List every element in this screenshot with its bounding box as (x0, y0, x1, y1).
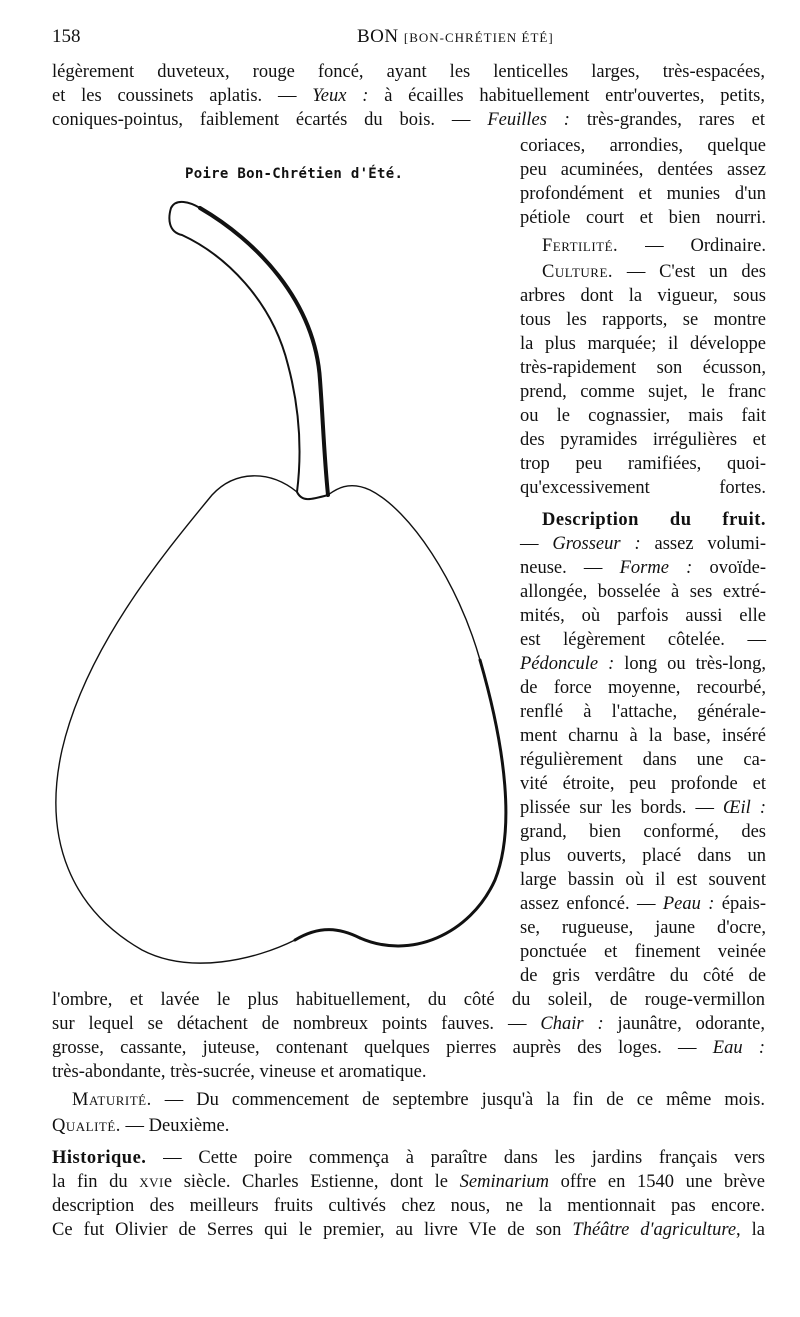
text-line (520, 428, 766, 452)
text-line (520, 476, 766, 500)
text-line (520, 284, 766, 308)
text-run: — Ordinaire. (618, 236, 766, 256)
running-header (52, 26, 765, 50)
text-line (520, 308, 766, 332)
text-run: très-abondante, très-sucrée, vineuse et aromatique. (52, 1062, 427, 1082)
text-run: Fertilité. (542, 236, 619, 256)
text-run: — Deuxième. (120, 1116, 230, 1136)
running-title (357, 26, 554, 48)
text-run: très-grandes, rares et (569, 110, 765, 130)
text-run: Œil : (723, 798, 767, 818)
pear-illustration (40, 190, 520, 990)
text-line (520, 940, 766, 964)
text-line (520, 796, 766, 820)
text-run: pétiole court et bien nourri. (520, 208, 766, 228)
text-run: plissée sur les bords. — (520, 798, 724, 818)
text-line (520, 700, 766, 724)
text-line (52, 1194, 765, 1218)
text-run: Qualité. (52, 1116, 121, 1136)
text-run: assez volumi- (640, 534, 767, 554)
text-run: Feuilles : (487, 110, 570, 130)
text-line (520, 380, 766, 404)
running-title-sub: [BON-CHRÉTIEN ÉTÉ] (403, 30, 554, 45)
text-run: et les coussinets aplatis. — (52, 86, 313, 106)
text-run: profondément et munies d'un (520, 184, 766, 204)
text-run: peu acuminées, dentées assez (520, 160, 766, 180)
text-run: Ce fut Olivier de Serres qui le premier, au livre VIe de son (52, 1220, 573, 1240)
text-run: Forme : (619, 558, 693, 578)
text-run: — C'est un des (613, 262, 766, 282)
page-number: 158 (52, 26, 81, 47)
text-line (72, 1088, 765, 1112)
text-run: la plus marquée; il développe (520, 334, 766, 354)
text-run: — Cette poire commença à paraître dans les jardins français vers (146, 1148, 765, 1168)
text-line (520, 628, 766, 652)
text-line (520, 580, 766, 604)
text-run: description des meilleurs fruits cultivés chez nous, ne la mentionnait pas encore. (52, 1196, 765, 1216)
text-run: Culture. (542, 262, 614, 282)
text-line (520, 748, 766, 772)
text-run: Grosseur : (552, 534, 641, 554)
text-line (520, 452, 766, 476)
text-run: se, rugueuse, jaune d'ocre, (520, 918, 766, 938)
text-line (542, 260, 766, 284)
pear-outline (56, 476, 506, 963)
text-line (52, 60, 765, 84)
text-run: régulièrement dans une ca- (520, 750, 766, 770)
text-run: Seminarium (459, 1172, 550, 1192)
text-run: Historique. (52, 1148, 147, 1168)
figure-caption: Poire Bon-Chrétien d'Été. (185, 166, 404, 182)
text-run: prend, comme sujet, le franc (520, 382, 766, 402)
text-line (52, 1036, 765, 1060)
text-line (52, 1114, 765, 1138)
text-run: l'ombre, et lavée le plus habituellement, du côté du soleil, de rouge-vermillon (52, 990, 765, 1010)
running-title-main: BON (357, 26, 399, 47)
text-run: coriaces, arrondies, quelque (520, 136, 766, 156)
pear-stem (169, 202, 328, 499)
text-run: renflé à l'attache, générale- (520, 702, 766, 722)
text-line (520, 356, 766, 380)
text-run: Yeux : (312, 86, 369, 106)
text-line (520, 158, 766, 182)
text-run: qu'excessivement fortes. (520, 478, 766, 498)
text-run: , la (736, 1220, 766, 1240)
text-run: ment charnu à la base, inséré (520, 726, 766, 746)
text-run: Chair : (540, 1014, 604, 1034)
text-run: Eau : (712, 1038, 765, 1058)
text-line (52, 988, 765, 1012)
text-run: assez enfoncé. — (520, 894, 663, 914)
text-line (52, 1218, 765, 1242)
text-run: plus ouverts, placé dans un (520, 846, 766, 866)
text-run: est légèrement côtelée. — (520, 630, 766, 650)
text-run: ou le cognassier, mais fait (520, 406, 766, 426)
text-run: des pyramides irrégulières et (520, 430, 766, 450)
text-line (520, 206, 766, 230)
text-run: Peau : (662, 894, 715, 914)
text-line (520, 652, 766, 676)
text-run: légèrement duveteux, rouge foncé, ayant les lenticelles larges, très-espacées, (52, 62, 765, 82)
text-run: e siècle. Charles Estienne, dont le (163, 1172, 460, 1192)
text-run: — Du commencement de septembre jusqu'à la fin de ce même mois. (151, 1090, 765, 1110)
text-run: offre en 1540 une brève (549, 1172, 766, 1192)
text-run: la fin du (52, 1172, 140, 1192)
text-run: long ou très-long, (614, 654, 766, 674)
text-run: de force moyenne, recourbé, (520, 678, 766, 698)
text-run: mités, où parfois aussi elle (520, 606, 766, 626)
text-run: épais- (714, 894, 766, 914)
text-line (52, 108, 765, 132)
text-line (52, 1146, 765, 1170)
text-line (520, 604, 766, 628)
text-run: grand, bien conformé, des (520, 822, 766, 842)
text-run: ovoïde- (692, 558, 766, 578)
text-run: large bassin où il est souvent (520, 870, 766, 890)
text-run: arbres dont la vigueur, sous (520, 286, 766, 306)
text-line (520, 556, 766, 580)
text-run: vité étroite, peu profonde et (520, 774, 766, 794)
text-run: — (520, 534, 553, 554)
text-line (520, 772, 766, 796)
text-line (520, 332, 766, 356)
text-line (520, 868, 766, 892)
text-line (52, 1170, 765, 1194)
text-line (520, 820, 766, 844)
text-run: ponctuée et finement veinée (520, 942, 766, 962)
text-line (542, 234, 766, 258)
text-run: Pédoncule : (520, 654, 615, 674)
text-line (520, 134, 766, 158)
text-line (52, 1012, 765, 1036)
text-run: à écailles habituellement entr'ouvertes, petits, (368, 86, 765, 106)
text-run: de gris verdâtre du côté de (520, 966, 766, 986)
text-line (520, 182, 766, 206)
text-line (520, 676, 766, 700)
text-run: très-rapidement son écusson, (520, 358, 766, 378)
text-line (520, 532, 766, 556)
text-run: xvi (139, 1172, 164, 1192)
text-run: tous les rapports, se montre (520, 310, 766, 330)
text-run: grosse, cassante, juteuse, contenant quelques pierres auprès des loges. — (52, 1038, 713, 1058)
text-line (520, 404, 766, 428)
text-run: Description du fruit. (542, 510, 766, 530)
text-line (520, 916, 766, 940)
text-line (52, 84, 765, 108)
text-line (520, 844, 766, 868)
text-run: sur lequel se détachent de nombreux points fauves. — (52, 1014, 541, 1034)
text-run: allongée, bosselée à ses extré- (520, 582, 766, 602)
text-run: jaunâtre, odorante, (603, 1014, 765, 1034)
text-run: neuse. — (520, 558, 620, 578)
text-line (520, 724, 766, 748)
text-line (520, 964, 766, 988)
text-run: coniques-pointus, faiblement écartés du bois. — (52, 110, 488, 130)
text-run: trop peu ramifiées, quoi- (520, 454, 766, 474)
text-run: Maturité. (72, 1090, 152, 1110)
text-line (52, 1060, 765, 1084)
text-line (542, 508, 766, 532)
text-line (520, 892, 766, 916)
text-run: Théâtre d'agriculture (572, 1220, 737, 1240)
